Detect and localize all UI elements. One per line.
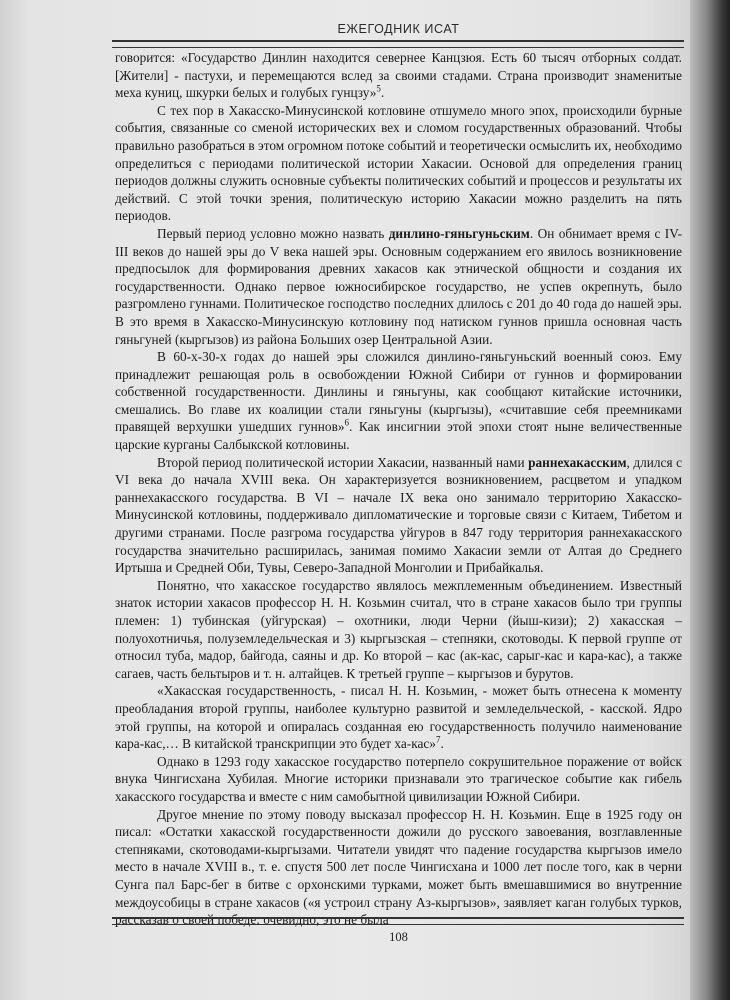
paragraph-text: Другое мнение по этому поводу высказал профессор Н. Н. Козьмин. Еще в 1925 году он писал: «Остатки хакасской государственности дожили до русского завоевания, возглавленные степняками, скотоводами-кыргызами. Читатели увидят что падение государства кыргызов имело место в начале XVIII в., т. е. спустя 500 лет после Чингисхана и 1000 лет после того, как в черни Сунга пал Барс-бег в битве с орхонскими турками, может быть вмешавшимися во внутренние междоусобицы в стране хакасов («я устроил страну Аз-кыргызов», заявляет каган голубых турков, рассказав о своей победе: очевидно, это не была (115, 806, 682, 928)
period-name: динлино-гяньгуньским (388, 225, 530, 241)
paragraph-text: Понятно, что хакасское государство являлось межплеменным объединением. Известный знаток истории хакасов профессор Н. Н. Козьмин считал, что в стране хакасов было три группы племен: 1) тубинская (уйгурская) – охотники, люди Черни (йыш-кизи); 2) хакасская – полуохотничья, полуземледельческая и 3) кыргызская – степняки, скотоводы. К первой группе от относил туба, мадор, байгода, саяны и др. Ко второй – кас (ак-кас, сарыг-кас и кара-кас), а также сагаев, часть бельтыров и т. н. алтайцев. К третьей группе – кыргызов и бурутов. (115, 577, 682, 681)
paragraph (115, 753, 682, 806)
paragraph-text: . Как инсигнии этой эпохи стоят ныне величественные царские курганы Салбыкской котловины. (115, 419, 683, 453)
paragraph-text: . (440, 736, 444, 752)
paragraph-text: Однако в 1293 году хакасское государство потерпело сокрушительное поражение от войск внука Чингисхана Хубилая. Многие историки признавали это трагическое событие как гибель хакасского государства и вместе с ним самобытной цивилизации Южной Сибири. (115, 753, 682, 804)
footnote-ref: 5 (376, 83, 381, 94)
period-name: раннехакасским (528, 454, 627, 470)
paragraph-text: говорится: «Государство Динлин находится севернее Канцзюя. Есть 60 тысяч отборных солдат. [Жители] - пастухи, и перемещаются вслед за своими стадами. Страна производит знаменитые меха куниц, шкурки белых и голубых гунцзу» (115, 50, 682, 101)
paragraph-text: «Хакасская государственность, - писал Н. Н. Козьмин, - может быть отнесена к моменту преобладания второй группы, наиболее культурно развитой и земледельческой, - касской. Ядро этой группы, на которой и опиралась созданная ею государственность получило наименование кара-кас,… В китайской транскрипции это будет ха-кас» (115, 683, 682, 752)
page-number: 108 (389, 930, 408, 944)
paragraph (115, 806, 682, 929)
paragraph (115, 102, 682, 225)
book-spine-shadow (690, 0, 730, 1000)
footnote-ref: 7 (435, 734, 441, 745)
footer-rule (112, 917, 684, 925)
paragraph-text: . Он обнимает время с IV-III веков до нашей эры до V века нашей эры. Основным содержанием его явилось возникновение предпосылок для формирования древних хакасов как этнической общности и создания их государственности. Однако первое южносибирское государство, не успев окрепнуть, было разгромлено гуннами. Политическое господство последних длилось с 201 до 40 года до нашей эры. В это время в Хакасско-Минусинскую котловину под натиском гуннов пришла основная часть гяньгуней (кыргызов) из района Больших озер Центральной Азии. (115, 225, 683, 347)
paragraph (115, 454, 682, 577)
paragraph (115, 682, 682, 752)
paragraph-text: . (380, 85, 385, 101)
paragraph-text: Первый период условно можно назвать (157, 225, 389, 241)
header-rule (112, 40, 684, 48)
body-text (115, 49, 682, 929)
footnote-ref: 6 (344, 418, 349, 429)
paragraph (115, 49, 682, 102)
paragraph (115, 577, 682, 683)
paragraph-text: С тех пор в Хакасско-Минусинской котловине отшумело много эпох, происходили бурные события, связанные со сменой исторических вех и сломом государственных образований. Чтобы правильно разобраться в этом огромном потоке событий и теоретически осмыслить их, необходимо определиться с периодами политической истории Хакасии. Основой для определения границ периодов должны служить основные субъекты политических событий и процессов и результаты их действий. С этой точки зрения, политическую историю Хакасии можно разделить на пять периодов. (115, 102, 682, 224)
paragraph (115, 348, 682, 454)
paragraph-text: В 60-х-30-х годах до нашей эры сложился динлино-гяньгуньский военный союз. Ему принадлежит решающая роль в освобождении Южной Сибири от гуннов и формировании собственной государственности. Динлины и гяньгуны, как сообщают китайские источники, смешались. Во главе их коалиции стали гяньгуны (кыргызы), «считавшие себя преемниками правящей верхушки ушедших гуннов» (115, 349, 682, 435)
paragraph-text: , длился с VI века до начала XVIII века. Он характеризуется возникновением, расцветом и упадком раннехакасского государства. В VI – начале IX века оно занимало территорию Хакасско-Минусинской котловины, поддерживало дипломатические и торговые связи с Китаем, Тибетом и другими странами. После разгрома государства уйгуров в 847 году территория раннехакасского государства значительно расширилась, занимая помимо Хакасии земли от Алтая до Среднего Иртыша и Средней Оби, Тувы, Северо-Западной Монголии и Прибайкалья. (115, 454, 682, 576)
paragraph (115, 225, 682, 348)
running-head: ЕЖЕГОДНИК ИСАТ (337, 22, 460, 36)
paragraph-text: Второй период политической истории Хакасии, названный нами (157, 454, 529, 470)
